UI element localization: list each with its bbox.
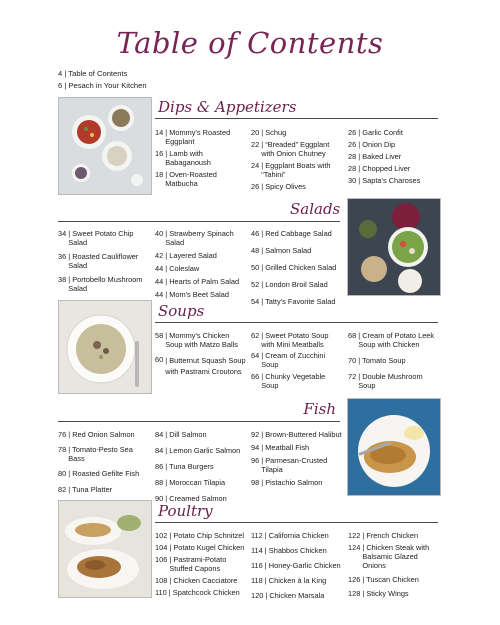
section-divider [155,522,438,523]
toc-entry[interactable]: 48 | Salmon Salad [251,246,312,255]
toc-entry[interactable]: 126 | Tuscan Chicken [348,575,419,584]
section-title-poultry[interactable]: Poultry [158,502,213,520]
section-title-fish[interactable]: Fish [303,400,336,418]
toc-column [251,331,343,393]
toc-entry[interactable]: 94 | Meatball Fish [251,443,310,452]
toc-entry[interactable]: 44 | Coleslaw [155,264,200,273]
toc-entry[interactable]: 114 | Shabbos Chicken [251,546,327,555]
section-title-dips[interactable]: Dips & Appetizers [158,98,297,116]
toc-entry[interactable]: 84 | Dill Salmon [155,430,207,439]
toc-entry[interactable]: 28 | Baked Liver [348,152,402,161]
toc-entry[interactable]: 40 | Strawberry Spinach Salad [155,229,234,247]
toc-entry[interactable]: 124 | Chicken Steak with Balsamic Glazed Onions [348,543,430,570]
toc-column [155,331,247,380]
toc-column [251,531,347,603]
section-divider [155,322,438,323]
toc-entry[interactable]: 96 | Parmesan-Crusted Tilapia [251,456,328,474]
toc-entry[interactable]: 98 | Pistachio Salmon [251,478,323,487]
dips-photo [58,97,152,195]
toc-entry[interactable]: 128 | Sticky Wings [348,589,409,598]
toc-entry[interactable]: 76 | Red Onion Salmon [58,430,135,439]
salads-photo [347,198,441,296]
toc-entry[interactable]: 50 | Grilled Chicken Salad [251,263,337,272]
toc-entry[interactable]: 30 | Sapta's Charoses [348,176,421,185]
toc-entry[interactable]: 66 | Chunky Vegetable Soup [251,372,326,390]
toc-entry[interactable]: 84 | Lemon Garlic Salmon [155,446,241,455]
toc-entry[interactable]: 26 | Spicy Olives [251,182,306,191]
toc-column [58,430,150,497]
toc-column [155,430,247,506]
toc-entry[interactable]: 112 | California Chicken [251,531,329,540]
section-title-soups[interactable]: Soups [158,302,205,320]
section-divider [58,221,340,222]
toc-entry[interactable]: 22 | “Breaded” Eggplant with Onion Chutney [251,140,330,158]
section-title-salads[interactable]: Salads [290,200,341,218]
toc-entry[interactable]: 6 | Pesach in Your Kitchen [58,81,147,90]
toc-entry[interactable]: 54 | Tatty's Favorite Salad [251,297,336,306]
fish-photo [347,398,441,496]
toc-entry[interactable]: 44 | Mom's Beet Salad [155,290,229,299]
toc-entry[interactable]: 80 | Roasted Gefilte Fish [58,469,140,478]
intro-list [58,68,147,92]
toc-entry[interactable]: 72 | Double Mushroom Soup [348,372,423,390]
toc-entry[interactable]: 36 | Roasted Cauliflower Salad [58,252,139,270]
toc-column [348,331,440,393]
toc-entry[interactable]: 92 | Brown-Buttered Halibut [251,430,342,439]
toc-entry[interactable]: 34 | Sweet Potato Chip Salad [58,229,134,247]
soup-bowl-photo-icon [59,301,151,393]
toc-column [58,229,150,296]
toc-column [251,128,343,194]
toc-entry[interactable]: 28 | Chopped Liver [348,164,411,173]
toc-column [348,531,440,601]
toc-entry[interactable]: 24 | Eggplant Boats with “Tahini” [251,161,331,179]
toc-column [155,531,251,600]
toc-entry[interactable]: 102 | Potato Chip Schnitzel [155,531,244,540]
toc-column [155,229,247,302]
toc-entry[interactable]: 26 | Garlic Confit [348,128,403,137]
toc-entry[interactable]: 4 | Table of Contents [58,69,128,78]
toc-entry[interactable]: 42 | Layered Salad [155,251,217,260]
toc-entry[interactable]: 52 | London Broil Salad [251,280,328,289]
toc-entry[interactable]: 82 | Tuna Platter [58,485,113,494]
toc-entry[interactable]: 16 | Lamb with Babaganoush [155,149,211,167]
dips-bowls-photo-icon [59,98,151,194]
toc-entry[interactable]: 110 | Spatchcock Chicken [155,588,240,597]
toc-entry[interactable]: 122 | French Chicken [348,531,419,540]
toc-entry[interactable]: 46 | Red Cabbage Salad [251,229,332,238]
poultry-photo [58,500,152,598]
toc-entry[interactable]: 70 | Tomato Soup [348,356,406,365]
toc-entry[interactable]: 60 | Butternut Squash Soup with Pastrami Croutons [155,355,246,376]
toc-column [251,430,343,490]
page-title: Table of Contents [116,26,384,60]
toc-entry[interactable]: 88 | Moroccan Tilapia [155,478,226,487]
toc-entry[interactable]: 86 | Tuna Burgers [155,462,214,471]
toc-column [251,229,343,309]
toc-entry[interactable]: 62 | Sweet Potato Soup with Mini Meatballs [251,331,329,349]
toc-entry[interactable]: 58 | Mommy's Chicken Soup with Matzo Balls [155,331,238,349]
salad-bowls-photo-icon [348,199,440,295]
toc-entry[interactable]: 108 | Chicken Cacciatore [155,576,238,585]
toc-entry[interactable]: 118 | Chicken à la King [251,576,327,585]
chicken-platter-photo-icon [59,501,151,597]
toc-entry[interactable]: 106 | Pastrami-Potato Stuffed Capons [155,555,227,573]
toc-entry[interactable]: 104 | Potato Kugel Chicken [155,543,245,552]
toc-entry[interactable]: 64 | Cream of Zucchini Soup [251,351,326,369]
section-divider [58,421,340,422]
toc-entry[interactable]: 78 | Tomato-Pesto Sea Bass [58,445,133,463]
toc-entry[interactable]: 20 | Schug [251,128,287,137]
toc-entry[interactable]: 38 | Portobello Mushroom Salad [58,275,143,293]
fish-plate-photo-icon [348,399,440,495]
toc-column [348,128,440,188]
section-divider [155,118,438,119]
toc-entry[interactable]: 120 | Chicken Marsala [251,591,325,600]
toc-entry[interactable]: 116 | Honey-Garlic Chicken [251,561,341,570]
toc-entry[interactable]: 26 | Onion Dip [348,140,396,149]
toc-entry[interactable]: 90 | Creamed Salmon [155,494,227,503]
toc-entry[interactable]: 18 | Oven-Roasted Matbucha [155,170,217,188]
toc-entry[interactable]: 14 | Mommy's Roasted Eggplant [155,128,231,146]
soups-photo [58,300,152,394]
toc-entry[interactable]: 44 | Hearts of Palm Salad [155,277,240,286]
toc-entry[interactable]: 68 | Cream of Potato Leek Soup with Chicken [348,331,435,349]
toc-column [155,128,247,191]
